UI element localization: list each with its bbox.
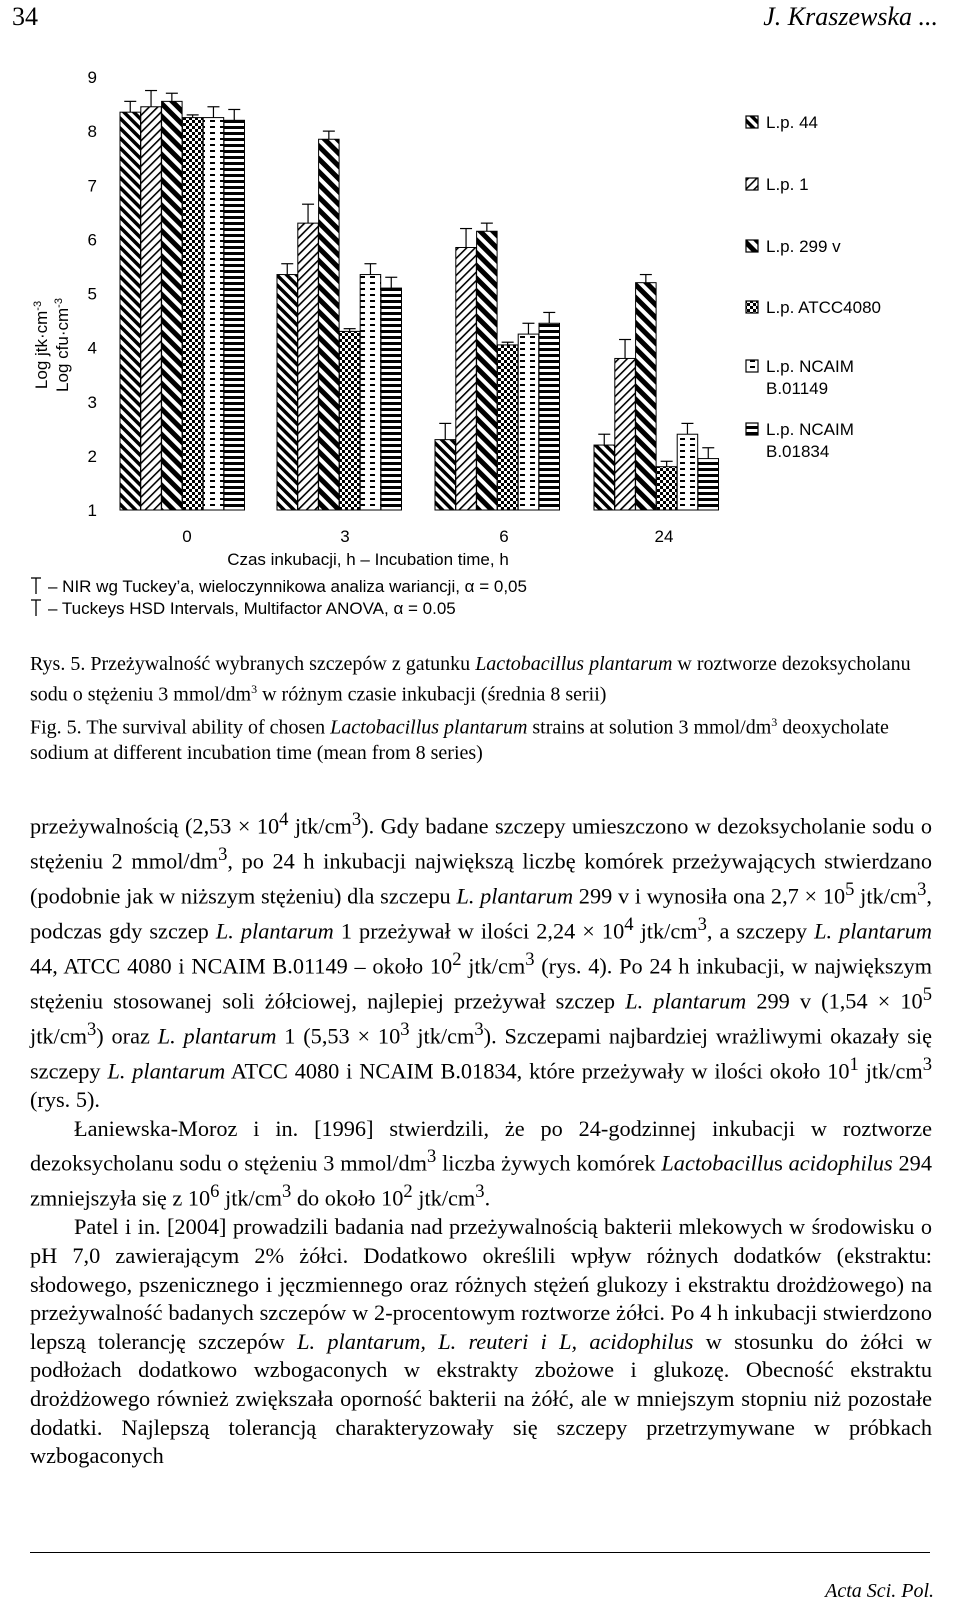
bar xyxy=(203,118,224,510)
legend xyxy=(746,113,881,461)
statistics-note: – Tuckeys HSD Intervals, Multifactor ANOVA, α = 0.05 xyxy=(48,599,456,618)
text-run: 294 zmniejszyła się z 10 xyxy=(30,1150,932,1211)
bar xyxy=(435,440,456,510)
caption-pl-label: Rys. 5. xyxy=(30,653,86,675)
superscript: 5 xyxy=(845,879,855,901)
caption-pl-text-2: w roztworze dezoksycholanu sodu o stężeniu 3 mmol/dm xyxy=(30,653,911,706)
bar xyxy=(698,459,719,510)
legend-swatch xyxy=(746,178,758,190)
legend-label: L.p. NCAIM xyxy=(766,420,854,439)
text-run: do około 10 xyxy=(291,1185,404,1211)
text-run: jtk/cm xyxy=(288,813,352,839)
superscript: 2 xyxy=(452,949,462,971)
caption-en-sup: 3 xyxy=(771,715,778,729)
text-run: przeżywalnością (2,53 × 10 xyxy=(30,813,280,839)
text-run: ATCC 4080 i NCAIM B.01834, które przeżywały w ilości około 10 xyxy=(225,1058,850,1084)
bar xyxy=(277,275,298,510)
bar xyxy=(615,358,636,510)
superscript: 3 xyxy=(218,844,228,866)
page-number: 34 xyxy=(12,2,38,31)
legend-swatch xyxy=(746,240,758,252)
species-name: L. plantarum xyxy=(157,1023,277,1049)
x-axis-title: Czas inkubacji, h – Incubation time, h xyxy=(227,550,509,569)
text-run: 299 v i wynosiła ona 2,7 × 10 xyxy=(573,883,846,909)
caption-pl-text-1: Przeżywalność wybranych szczepów z gatunku xyxy=(90,653,471,675)
survival-bar-chart xyxy=(0,60,960,640)
y-tick-label: 5 xyxy=(87,284,97,304)
legend-label: L.p. 299 v xyxy=(766,237,841,256)
superscript: 3 xyxy=(474,1019,484,1041)
text-run: s xyxy=(774,1150,783,1176)
species-name: acidophilus xyxy=(788,1150,893,1176)
bar xyxy=(477,231,498,510)
superscript: 3 xyxy=(475,1181,485,1203)
text-run: , po 24 h inkubacji największą liczbę komórek przeżywających stwierdzano (podobnie jak w niższym stężeniu) dla szczepu xyxy=(30,848,932,909)
text-run: . xyxy=(484,1185,491,1211)
caption-pl-sup: 3 xyxy=(251,682,258,696)
superscript: 6 xyxy=(210,1181,220,1203)
text-run: (rys. 4). Po 24 h inkubacji, w największym stężeniu stosowanej soli żółciowej, najlepiej przeżywał szczep xyxy=(30,953,932,1014)
x-tick-label: 0 xyxy=(182,527,192,546)
superscript: 4 xyxy=(624,914,634,936)
species-name: L. plantarum xyxy=(814,918,933,944)
x-tick-labels xyxy=(182,527,673,546)
text-run: 299 v (1,54 × 10 xyxy=(746,988,923,1014)
figure-caption-pl xyxy=(30,652,930,708)
superscript: 3 xyxy=(426,1146,437,1168)
legend-swatch xyxy=(746,301,758,313)
caption-en-text-3: deoxycholate sodium at different incubation time (mean from 8 series) xyxy=(30,716,889,764)
superscript: 1 xyxy=(849,1054,859,1076)
text-run: ) oraz xyxy=(96,1023,158,1049)
x-tick-label: 6 xyxy=(499,527,509,546)
statistics-notes xyxy=(31,577,527,618)
figure-caption-en xyxy=(30,710,930,766)
journal-name: Acta Sci. Pol. xyxy=(825,1580,934,1602)
bar xyxy=(298,223,319,510)
y-tick-label: 9 xyxy=(87,68,97,87)
caption-en-text-1: The survival ability of chosen xyxy=(86,716,326,739)
caption-pl-species: Lactobacillus plantarum xyxy=(475,653,673,675)
text-run: jtk/cm xyxy=(854,883,918,909)
bar xyxy=(141,107,162,510)
bar xyxy=(456,247,477,510)
bar xyxy=(677,434,698,510)
text-run: jtk/cm xyxy=(219,1185,283,1211)
bar xyxy=(360,275,381,510)
superscript: 5 xyxy=(922,984,933,1006)
superscript: 3 xyxy=(351,809,362,830)
statistics-note: – NIR wg Tuckey’a, wieloczynnikowa analiza wariancji, α = 0,05 xyxy=(48,577,527,596)
bar xyxy=(539,323,560,510)
superscript: 3 xyxy=(282,1181,292,1203)
bar xyxy=(636,283,657,510)
paragraph-3 xyxy=(30,1213,932,1470)
bars xyxy=(120,91,719,510)
paragraph-2 xyxy=(30,1115,932,1214)
bar xyxy=(656,467,677,510)
text-run: , podczas gdy szczep xyxy=(30,883,932,944)
y-tick-labels xyxy=(88,68,97,520)
text-run: jtk/cm xyxy=(409,1023,475,1049)
superscript: 2 xyxy=(403,1181,413,1203)
text-run: jtk/cm xyxy=(30,1023,87,1049)
bar xyxy=(319,139,340,510)
paragraph-1 xyxy=(30,806,932,1115)
y-tick-label: 6 xyxy=(87,230,97,250)
bar xyxy=(518,334,539,510)
text-run: liczba żywych komórek xyxy=(436,1150,662,1176)
legend-label: L.p. ATCC4080 xyxy=(766,298,881,317)
superscript: 3 xyxy=(525,949,535,971)
species-name: L. plantarum xyxy=(625,988,747,1014)
y-tick-label: 7 xyxy=(87,176,97,196)
superscript: 3 xyxy=(922,1054,932,1076)
text-run: jtk/cm xyxy=(412,1185,476,1211)
superscript: 3 xyxy=(86,1019,97,1041)
y-tick-label: 1 xyxy=(87,501,97,520)
x-tick-label: 24 xyxy=(654,527,674,546)
y-tick-label: 4 xyxy=(87,338,97,358)
caption-en-label: Fig. 5. xyxy=(30,716,82,739)
legend-label: L.p. 44 xyxy=(766,113,818,132)
text-run: 1 (5,53 × 10 xyxy=(276,1023,401,1049)
bar xyxy=(497,345,518,510)
caption-pl-text-3: w różnym czasie inkubacji (średnia 8 serii) xyxy=(262,683,607,706)
bar xyxy=(339,331,360,510)
legend-label: B.01834 xyxy=(766,442,830,461)
text-run: 1 przeżywał w ilości 2,24 × 10 xyxy=(333,918,625,944)
bar xyxy=(594,445,615,510)
bar xyxy=(162,101,183,510)
superscript: 3 xyxy=(400,1019,410,1041)
species-name: L. plantarum, xyxy=(297,1328,426,1354)
bar xyxy=(120,112,141,510)
text-run: jtk/cm xyxy=(858,1058,923,1084)
text-run: jtk/cm xyxy=(633,918,698,944)
superscript: 3 xyxy=(917,879,927,901)
bar xyxy=(224,120,245,510)
text-run: w stosunku do żółci w podłożach dodatkowo wzbogaconych w ekstrakty zbożowe i glukozę. Obecność ekstraktu drożdżowego również zwiększała oporność bakterii na żółć, ale w mniejszym stopniu niż pozostałe dodatki. Najlepszą tolerancją charakteryzowały się szczepy przetrzymywane w próbkach wzbogaconych xyxy=(30,1328,932,1469)
text-run: Patel i in. [2004] prowadzili badania nad przeżywalnością bakterii mlekowych w środowisku o pH 7,0 zawierającym 2% żółci. Dodatkowo określili wpływ różnych dodatków (ekstraktu: słodowego, pszenicznego i jęczmiennego oraz różnych stężeń glukozy i ekstraktu drożdżowego) na przeżywalność badanych szczepów w 2-procentowym roztworze żółci. Po 4 h inkubacji stwierdzono lepszą tolerancję szczepów xyxy=(30,1214,932,1354)
y-axis-title xyxy=(32,298,72,392)
body-text xyxy=(30,806,932,1471)
footer-rule xyxy=(30,1552,930,1553)
text-run: (rys. 5). xyxy=(30,1087,100,1113)
y-axis-title-pl: Log $jtk\cdot cm^{-3}$ xyxy=(32,300,51,390)
text-run: , a szczepy xyxy=(706,918,815,944)
species-name: Lactobacillu xyxy=(661,1150,775,1176)
legend-label: B.01149 xyxy=(766,379,829,398)
legend-label: L.p. NCAIM xyxy=(766,357,854,376)
y-tick-label: 2 xyxy=(87,446,97,466)
text-run: ). Gdy badane szczepy umieszczono w dezoksycholanie sodu o stężeniu 2 mmol/dm xyxy=(30,813,932,874)
y-axis-title-en: Log $cfu\cdot cm^{-3}$ xyxy=(53,298,72,392)
species-name: L. reuteri i L, acidophilus xyxy=(438,1328,694,1354)
bar xyxy=(182,118,203,510)
text-run: ). Szczepami najbardziej wrażliwymi okazały się szczepy xyxy=(30,1023,932,1084)
caption-en-species: Lactobacillus plantarum xyxy=(330,716,528,739)
running-title: J. Kraszewska ... xyxy=(763,2,938,31)
bar xyxy=(381,288,402,510)
y-tick-label: 8 xyxy=(87,122,97,142)
superscript: 3 xyxy=(697,914,707,936)
species-name: L. plantarum xyxy=(107,1058,226,1084)
text-run: jtk/cm xyxy=(461,953,526,979)
text-run: 44, ATCC 4080 i NCAIM B.01149 – około 10 xyxy=(30,953,453,979)
legend-swatch xyxy=(746,116,758,128)
species-name: L. plantarum xyxy=(215,918,334,944)
legend-swatch xyxy=(746,423,758,435)
text-run: Łaniewska-Moroz i in. [1996] stwierdzili, że po 24-godzinnej inkubacji w roztworze dezoksycholanu sodu o stężeniu 3 mmol/dm xyxy=(30,1115,932,1176)
legend-label: L.p. 1 xyxy=(766,175,809,194)
superscript: 4 xyxy=(279,809,289,830)
y-tick-label: 3 xyxy=(87,392,97,412)
species-name: L. plantarum xyxy=(456,883,574,909)
legend-swatch xyxy=(746,360,758,372)
caption-en-text-2: strains at solution 3 mmol/dm xyxy=(532,716,772,739)
x-tick-label: 3 xyxy=(340,527,350,546)
